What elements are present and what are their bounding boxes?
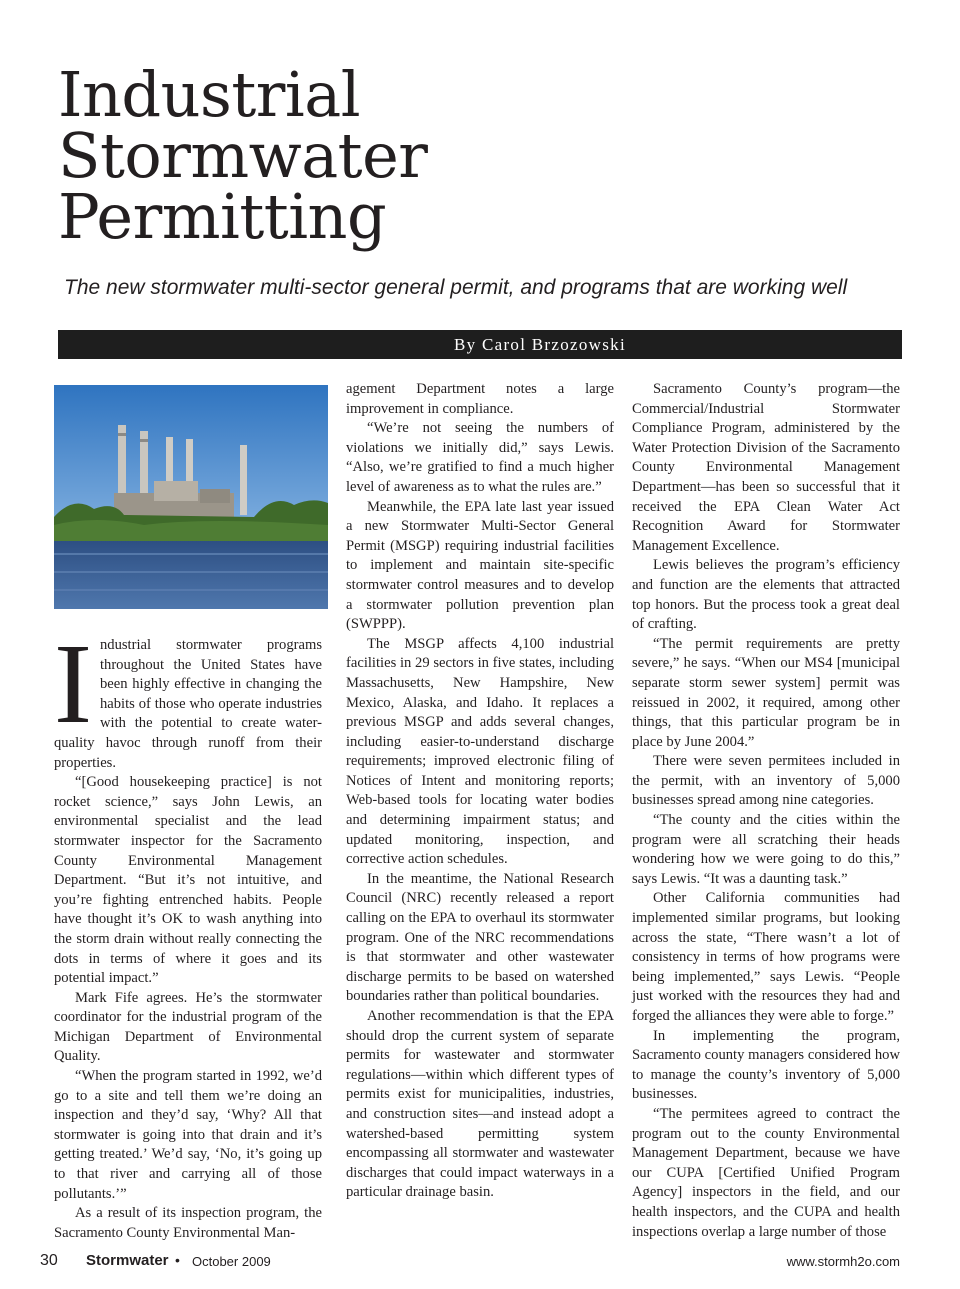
paragraph: The MSGP affects 4,100 industrial facilities in 29 sectors in five states, including Massachusetts, New Hampshire, New Mexico, Alaska, and Idaho. It replaces a previous MSGP and adds several changes, including easier-to-understand discharge requirements; improved electronic filing of Notices of Intent and monitoring reports; Web-based tools for locating water bodies and determining impairment status; and updated monitoring, inspection, and corrective action schedules.	[346, 635, 614, 868]
paragraph: Another recommendation is that the EPA should drop the current system of separate permits for wastewater and stormwater regulations—within which different types of permits exist for municipalities, industries, and construction sites—and instead adopt a watershed-based permitting system encompassing all stormwater and wastewater discharges that could impact waterways in a particular drainage basin.	[346, 1008, 614, 1201]
issue-date: October 2009	[192, 1254, 271, 1269]
industrial-plant-photo	[54, 385, 328, 609]
byline-bar	[58, 330, 902, 359]
byline: By Carol Brzozowski	[453, 334, 626, 354]
paragraph: “[Good housekeeping practice] is not rocket science,” says John Lewis, an environmental specialist and the lead stormwater inspector for the Sacramento County Environmental Management Department. “But it’s not intuitive, and you’re fighting entrenched habits. People have thought it’s OK to wash anything into the storm drain without really connecting the dots in terms of where it goes and its potential impact.”	[54, 774, 322, 987]
paragraph: “The permit requirements are pretty severe,” he says. “When our MS4 [municipal separate storm sewer system] permit was reissued in 2002, it required, among other things, that this particular program be in place by June 2004.”	[632, 635, 900, 750]
paragraph: Lewis believes the program’s efficiency and function are the elements that attracted top honors. But the process took a great deal of crafting.	[632, 557, 900, 633]
page-footer	[0, 1252, 960, 1276]
paragraph: In implementing the program, Sacramento county managers considered how to manage the county’s inventory of 5,000 businesses.	[632, 1027, 900, 1103]
article-column-2	[346, 380, 614, 1203]
title-line: Industrial	[58, 58, 361, 131]
paragraph: “When the program started in 1992, we’d go to a site and tell them we’re doing an inspection and they’d say, ‘Why? All that stormwater is going into that drain and it’s getting treated.’ We’d say, ‘No, it’s going up to that river and carrying all of those pollutants.’”	[54, 1068, 322, 1202]
article-column-3	[632, 380, 900, 1242]
paragraph: “We’re not seeing the numbers of violations we initially did,” says Lewis. “Also, we’re gratified to find a much higher level of awareness as to what the rules are.”	[346, 420, 614, 495]
article-column-1	[54, 620, 322, 1243]
paragraph: There were seven permitees included in the permit, with an inventory of 5,000 businesses spread among nine categories.	[632, 753, 900, 809]
paragraph: Mark Fife agrees. He’s the stormwater coordinator for the industrial program of the Michigan Department of Environmental Quality.	[54, 989, 322, 1065]
paragraph: Other California communities had implemented similar programs, but looking across the state, “There wasn’t a lot of consistency in terms of how programs were being implemented,” says Lewis. “People just worked with the resources they had and forged the alliances they were able to forge.”	[632, 890, 900, 1024]
drop-cap: I	[54, 620, 92, 747]
paragraph: Meanwhile, the EPA late last year issued a new Stormwater Multi-Sector General Permit (MSGP) requiring industrial facilities to implement and maintain site-specific stormwater control measures and to develop a stormwater pollution prevention plan (SWPPP).	[346, 498, 614, 633]
title-line: Stormwater	[58, 119, 428, 192]
paragraph: agement Department notes a large improvement in compliance.	[346, 381, 614, 417]
paragraph: “The county and the cities within the program were all scratching their heads wondering how we were going to do this,” says Lewis. “It was a daunting task.”	[632, 812, 900, 887]
paragraph: ndustrial stormwater programs throughout the United States have been highly effective in changing the habits of those who operate industries with the potential to create water-quality havoc through runoff from their properties.	[54, 637, 322, 771]
footer-separator: •	[175, 1252, 180, 1268]
article-subtitle: The new stormwater multi-sector general permit, and programs that are working well	[64, 276, 848, 299]
paragraph: “The permitees agreed to contract the program out to the county Environmental Management Department, because we have our CUPA [Certified Unified Program Agency] inspectors in the field, and our health inspectors, and the CUPA and health inspections overlap a large number of those	[632, 1105, 900, 1240]
page-number: 30	[40, 1252, 58, 1269]
paragraph: In the meantime, the National Research Council (NRC) recently released a report calling on the EPA to overhaul its stormwater program. One of the NRC recommendations is that stormwater and other wastewater discharge permits to be based on watershed boundaries rather than political boundaries.	[346, 870, 614, 1005]
magazine-name: Stormwater	[86, 1252, 169, 1269]
title-line: Permitting	[58, 180, 387, 253]
article-title	[58, 58, 428, 253]
paragraph: Sacramento County’s program—the Commercial/Industrial Stormwater Compliance Program, administered by the Water Protection Division of the Sacramento County Environmental Management Department—has been so successful that it received the EPA Clean Water Act Recognition Award for Stormwater Management Excellence.	[632, 381, 900, 554]
paragraph: As a result of its inspection program, the Sacramento County Environmental Man-	[54, 1205, 322, 1241]
website-url[interactable]: www.stormh2o.com	[786, 1254, 900, 1269]
